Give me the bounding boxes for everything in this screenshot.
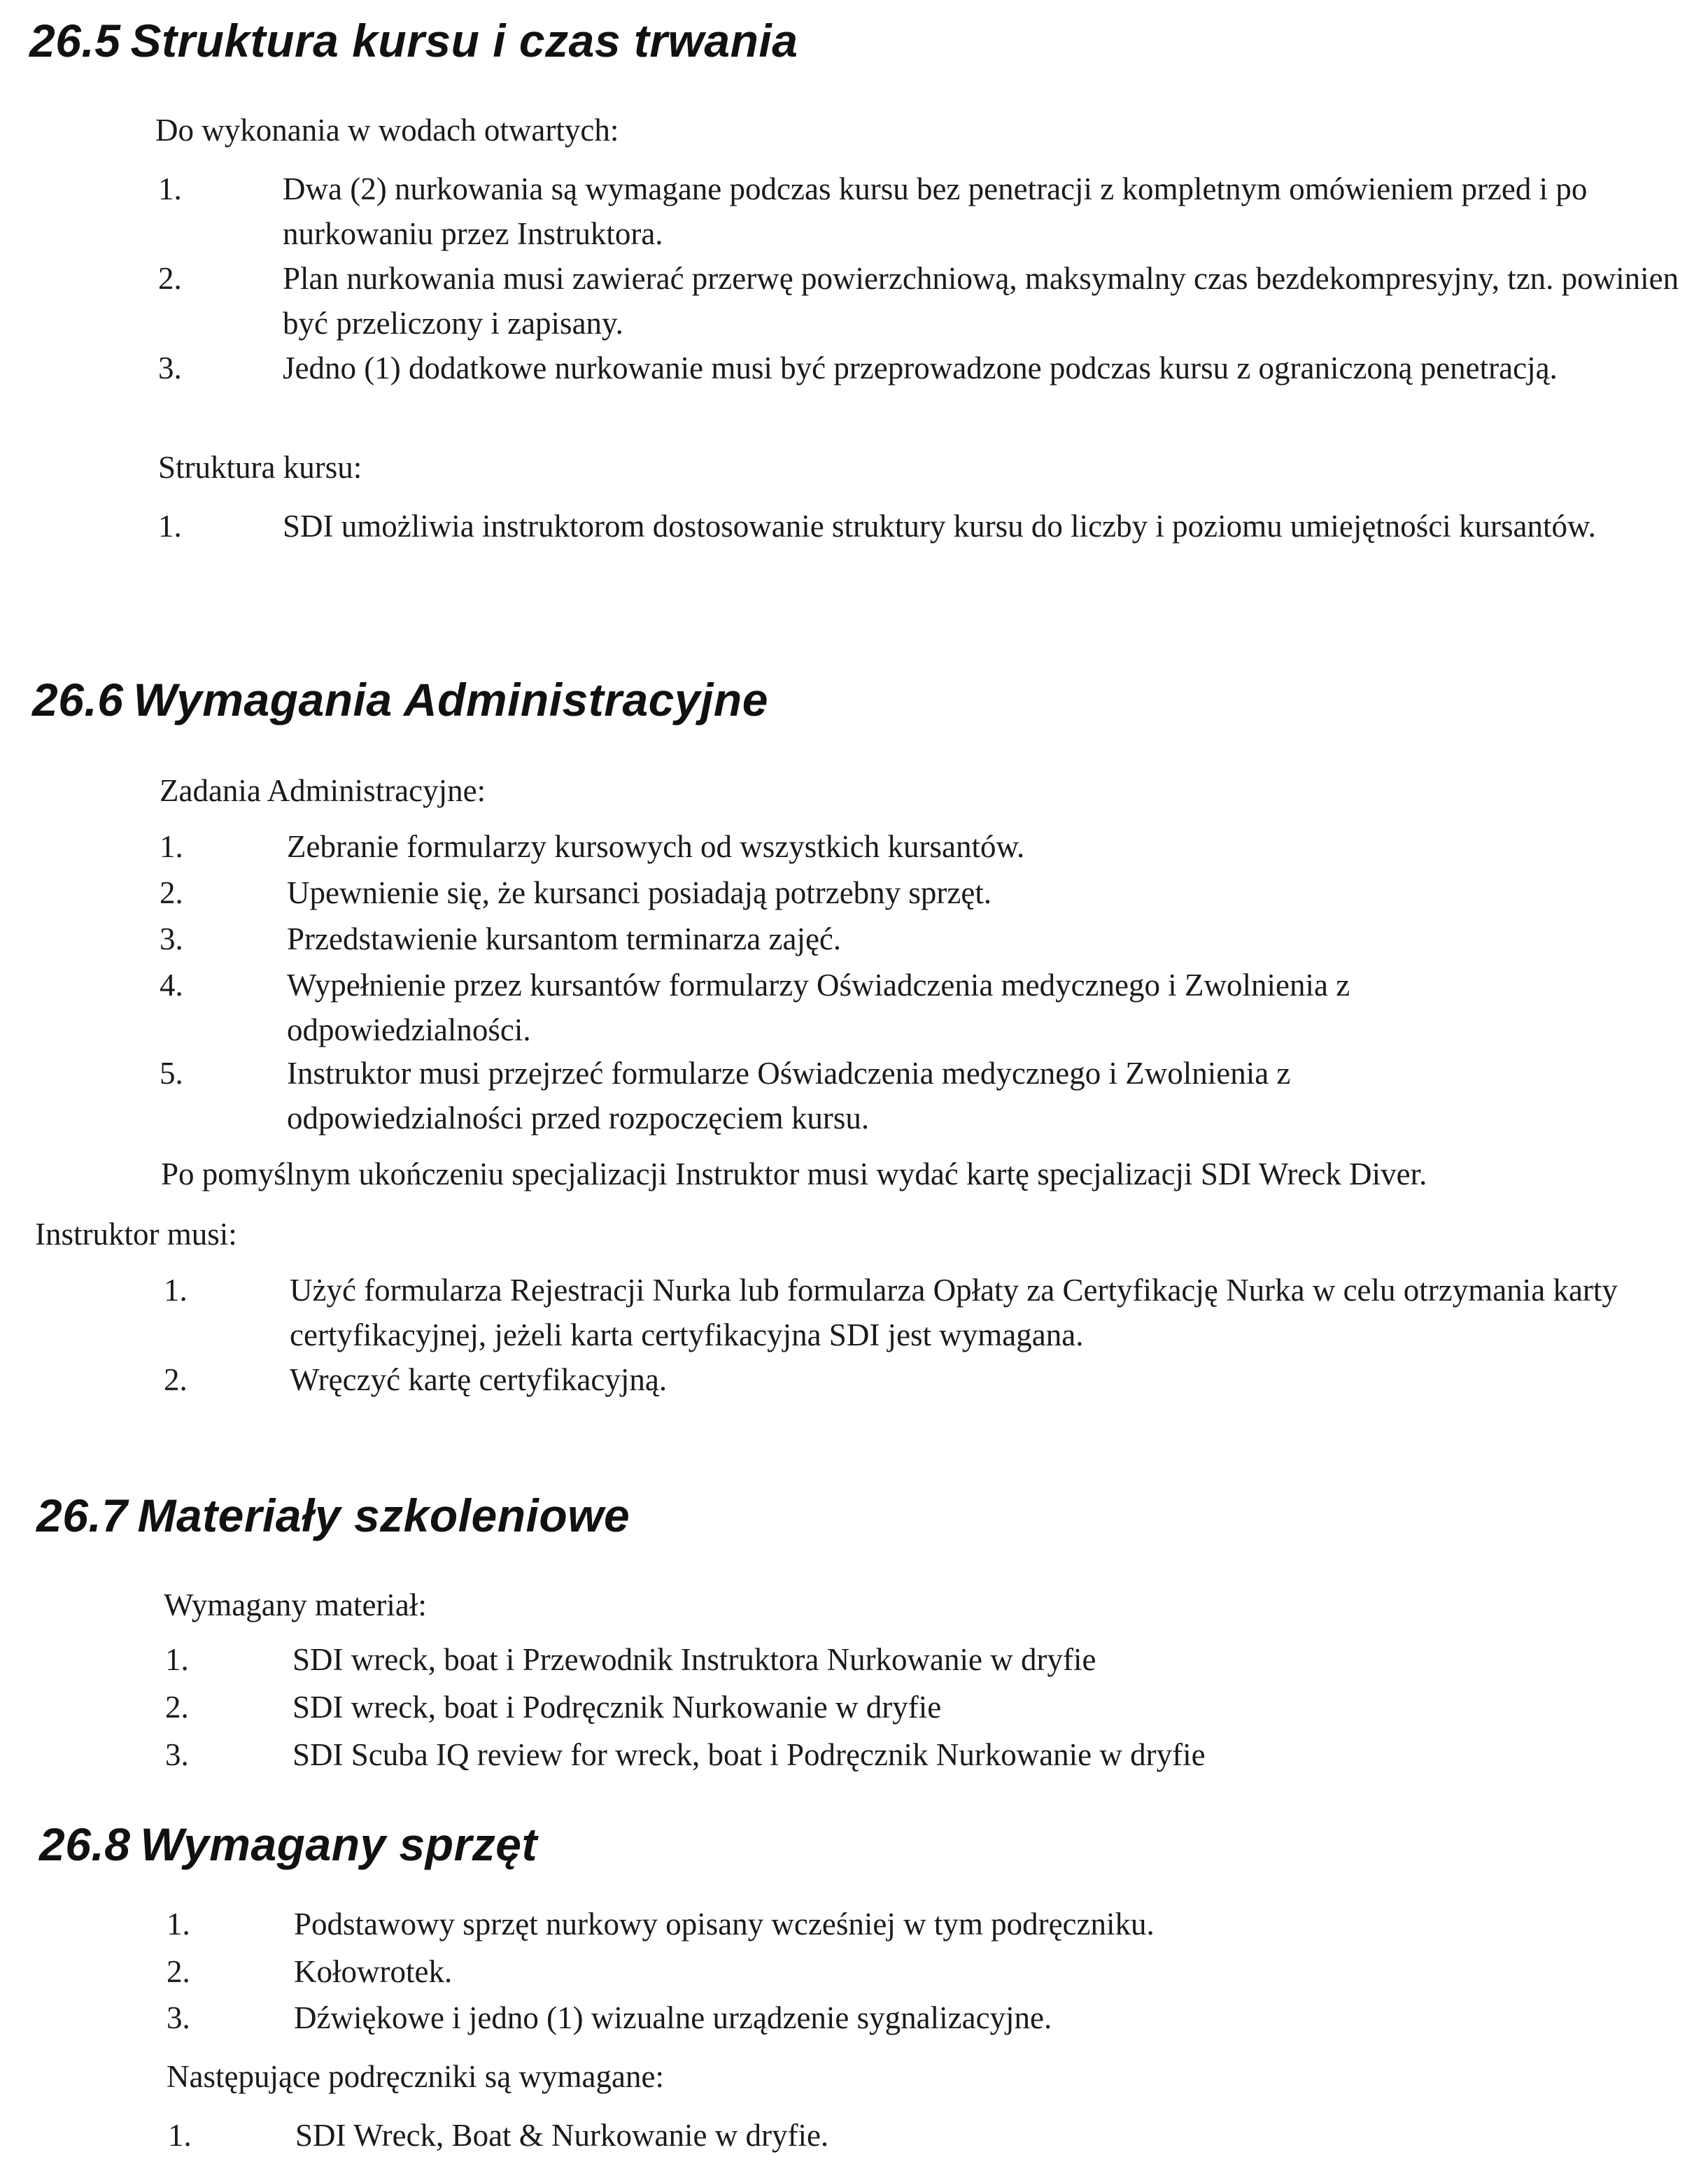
intro-text: Zadania Administracyjne: [160,773,486,808]
list-text: Podstawowy sprzęt nurkowy opisany wcześniej w tym podręczniku. [294,1907,1155,1942]
list-item [167,1995,1692,2040]
list-number: 1. [160,829,183,864]
section-title: Materiały szkoleniowe [137,1490,630,1541]
list-item [158,504,1684,593]
list-text: Wypełnienie przez kursantów formularzy Oświadczenia medycznego i Zwolnienia z odpowiedzialności. [287,968,1350,1047]
list-item [164,1357,1689,1402]
intro-text: Następujące podręczniki są wymagane: [167,2059,664,2094]
list-item [165,1685,1691,1730]
list-text: Upewnienie się, że kursanci posiadają potrzebny sprzęt. [287,875,992,910]
list-number: 2. [167,1954,190,1989]
list-text: SDI wreck, boat i Przewodnik Instruktora Nurkowanie w dryfie [292,1642,1096,1677]
list-text: SDI wreck, boat i Podręcznik Nurkowanie w dryfie [292,1690,942,1725]
list-text: SDI Wreck, Boat & Nurkowanie w dryfie. [295,2118,829,2153]
intro-text: Struktura kursu: [158,450,362,485]
section-number: 26.7 [36,1490,128,1541]
section-heading-26-8 [39,1818,537,1871]
intro-text: Do wykonania w wodach otwartych: [155,113,619,148]
list-item [158,256,1684,346]
section-heading-26-5 [29,14,798,67]
list-text: Przedstawienie kursantom terminarza zajęć. [287,921,842,956]
list-item [160,824,1685,869]
list-item [167,1949,1692,1994]
list-item [160,870,1685,915]
list-number: 3. [160,921,183,956]
section-number: 26.6 [32,674,124,726]
list-number: 2. [165,1690,189,1725]
section-heading-26-6 [32,673,768,726]
section-title: Wymagania Administracyjne [133,674,768,726]
list-text: Plan nurkowania musi zawierać przerwę powierzchniową, maksymalny czas bezdekompresyjny, tzn. powinien być przeliczony i zapisany. [283,261,1679,341]
list-number: 3. [167,2000,190,2035]
section-number: 26.5 [29,15,121,66]
list-text: Zebranie formularzy kursowych od wszystkich kursantów. [287,829,1025,864]
list-number: 1. [168,2118,192,2153]
list-number: 3. [158,351,182,386]
list-text: Jedno (1) dodatkowe nurkowanie musi być przeprowadzone podczas kursu z ograniczoną penetracją. [283,351,1558,386]
list-item [158,167,1684,256]
section-title: Wymagany sprzęt [140,1818,537,1870]
list-text: SDI Scuba IQ review for wreck, boat i Podręcznik Nurkowanie w dryfie [292,1737,1206,1772]
list-number: 1. [167,1907,190,1942]
list-text: SDI umożliwia instruktorom dostosowanie struktury kursu do liczby i poziomu umiejętności kursantów. [283,509,1596,544]
list-item [164,1268,1689,1357]
list-number: 1. [158,171,182,206]
section-heading-26-7 [36,1489,630,1542]
list-text: Kołowrotek. [294,1954,453,1989]
intro-text: Wymagany materiał: [164,1587,427,1622]
list-item [167,1902,1692,1946]
list-number: 5. [160,1056,183,1091]
list-text: Wręczyć kartę certyfikacyjną. [290,1362,668,1397]
section-number: 26.8 [39,1818,131,1870]
list-item [160,963,1685,1052]
list-item [165,1732,1691,1777]
list-number: 2. [164,1362,188,1397]
list-number: 3. [165,1737,189,1772]
list-number: 2. [160,875,183,910]
list-item [160,1051,1685,1140]
list-item [168,2113,1693,2158]
list-number: 1. [165,1642,189,1677]
list-number: 2. [158,261,182,296]
section-title: Struktura kursu i czas trwania [130,15,798,66]
list-item [165,1637,1691,1682]
list-number: 1. [164,1273,188,1308]
list-text: Dwa (2) nurkowania są wymagane podczas kursu bez penetracji z kompletnym omówieniem przed i po nurkowaniu przez Instruktora. [283,171,1588,251]
list-text: Instruktor musi przejrzeć formularze Oświadczenia medycznego i Zwolnienia z odpowiedzialności przed rozpoczęciem kursu. [287,1056,1291,1136]
paragraph-text: Po pomyślnym ukończeniu specjalizacji Instruktor musi wydać kartę specjalizacji SDI Wreck Diver. [161,1157,1427,1191]
intro-text: Instruktor musi: [35,1217,237,1252]
list-number: 1. [158,509,182,544]
list-item [158,346,1684,435]
list-number: 4. [160,968,183,1003]
list-text: Użyć formularza Rejestracji Nurka lub formularza Opłaty za Certyfikację Nurka w celu otrzymania karty certyfikacyjnej, jeżeli karta certyfikacyjna SDI jest wymagana. [290,1273,1618,1352]
list-item [160,917,1685,961]
list-text: Dźwiękowe i jedno (1) wizualne urządzenie sygnalizacyjne. [294,2000,1052,2035]
